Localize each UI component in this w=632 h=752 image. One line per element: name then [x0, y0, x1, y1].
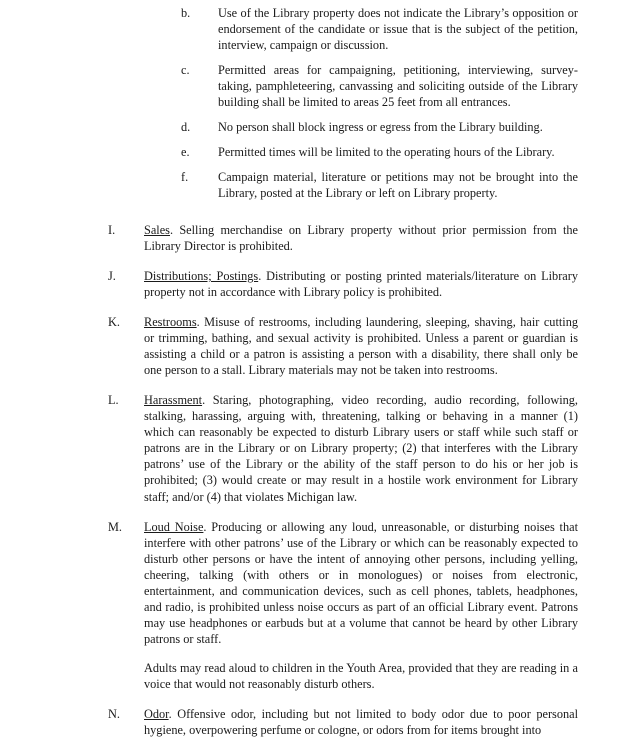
list-marker: f. — [181, 169, 189, 184]
list-marker: d. — [181, 119, 191, 134]
section-item-sales — [0, 222, 632, 254]
list-marker: b. — [181, 6, 191, 20]
section-text: . Selling merchandise on Library property without prior permission from the Library Director is prohibited. — [144, 222, 578, 253]
list-item — [0, 63, 632, 111]
section-term: Harassment — [144, 393, 203, 408]
section-marker: I. — [108, 222, 116, 237]
section-term: Loud Noise — [144, 519, 204, 534]
section-marker: N. — [108, 707, 120, 722]
list-marker: e. — [181, 144, 190, 159]
section-marker: K. — [108, 315, 120, 330]
list-item-text: Use of the Library property does not indicate the Library’s opposition or endorsement of the candidate or issue that is the subject of the petition, interview, campaign or discussion. — [218, 6, 578, 52]
section-term: Distributions; Postings — [144, 268, 259, 283]
section-marker: J. — [108, 268, 116, 283]
section-item-distributions-postings — [0, 268, 632, 300]
section-text: . Producing or allowing any loud, unreasonable, or disturbing noises that interfere with other patrons’ use of the Library or which can be reasonably expected to disturb other persons or have the intent of annoying other persons, including yelling, cheering, talking (with others or in monologues) or noises from electronic, entertainment, and communication devices, such as cell phones, tablets, headphones, and radio, is prohibited unless noise occurs as part of an official Library event. Patrons may use headphones or earbuds but at a volume that cannot be heard by other Library patrons or staff. — [144, 519, 578, 646]
document-body — [0, 6, 632, 752]
list-item-text: Permitted times will be limited to the operating hours of the Library. — [218, 144, 555, 159]
section-term: Sales — [144, 222, 170, 237]
section-term: Restrooms — [144, 315, 197, 330]
list-item-text: Campaign material, literature or petitions may not be brought into the Library, posted at the Library or left on Library property. — [218, 169, 578, 200]
section-text: . Distributing or posting printed materials/literature on Library property not in accordance with Library policy is prohibited. — [144, 268, 578, 299]
section-text: . Offensive odor, including but not limited to body odor due to poor personal hygiene, overpowering perfume or cologne, or odors from for items brought into — [144, 707, 578, 738]
list-item — [0, 170, 632, 202]
section-item-odor — [0, 706, 632, 738]
section-spacer — [0, 211, 632, 222]
list-item — [0, 145, 632, 161]
section-term: Odor — [144, 707, 169, 722]
list-item-text: No person shall block ingress or egress from the Library building. — [218, 119, 543, 134]
list-item — [0, 6, 632, 54]
section-item-harassment — [0, 392, 632, 504]
section-text-continued: Adults may read aloud to children in the Youth Area, provided that they are reading in a voice that would not reasonably disturb others. — [144, 660, 578, 691]
section-marker: M. — [108, 519, 123, 534]
list-marker: c. — [181, 62, 190, 77]
section-item-loud-noise — [0, 519, 632, 692]
section-item-restrooms — [0, 314, 632, 378]
section-text: . Misuse of restrooms, including laundering, sleeping, shaving, hair cutting or trimming, bathing, and sexual activity is prohibited. Unless a parent or guardian is assisting a child or a patron is assisting a person with a disability, there shall only be one person to a stall. Library materials may not be taken into restrooms. — [144, 315, 578, 378]
list-item-text: Permitted areas for campaigning, petitioning, interviewing, survey-taking, pamphleteering, canvassing and soliciting outside of the Library building shall be limited to areas 25 feet from all entrances. — [218, 62, 578, 109]
section-marker: L. — [108, 393, 119, 408]
section-text: . Staring, photographing, video recording, audio recording, following, stalking, harassing, arguing with, threatening, talking or behaving in a manner (1) which can reasonably be expected to disturb Library users or staff while such staff or patrons are in the Library or on Library property; (2) that interferes with the Library patrons’ use of the Library or the ability of the staff person to do his or her job is prohibited; (3) would create or may result in a hostile work environment for Library staff; and/or (4) that violates Michigan law. — [144, 393, 578, 504]
list-item — [0, 120, 632, 136]
